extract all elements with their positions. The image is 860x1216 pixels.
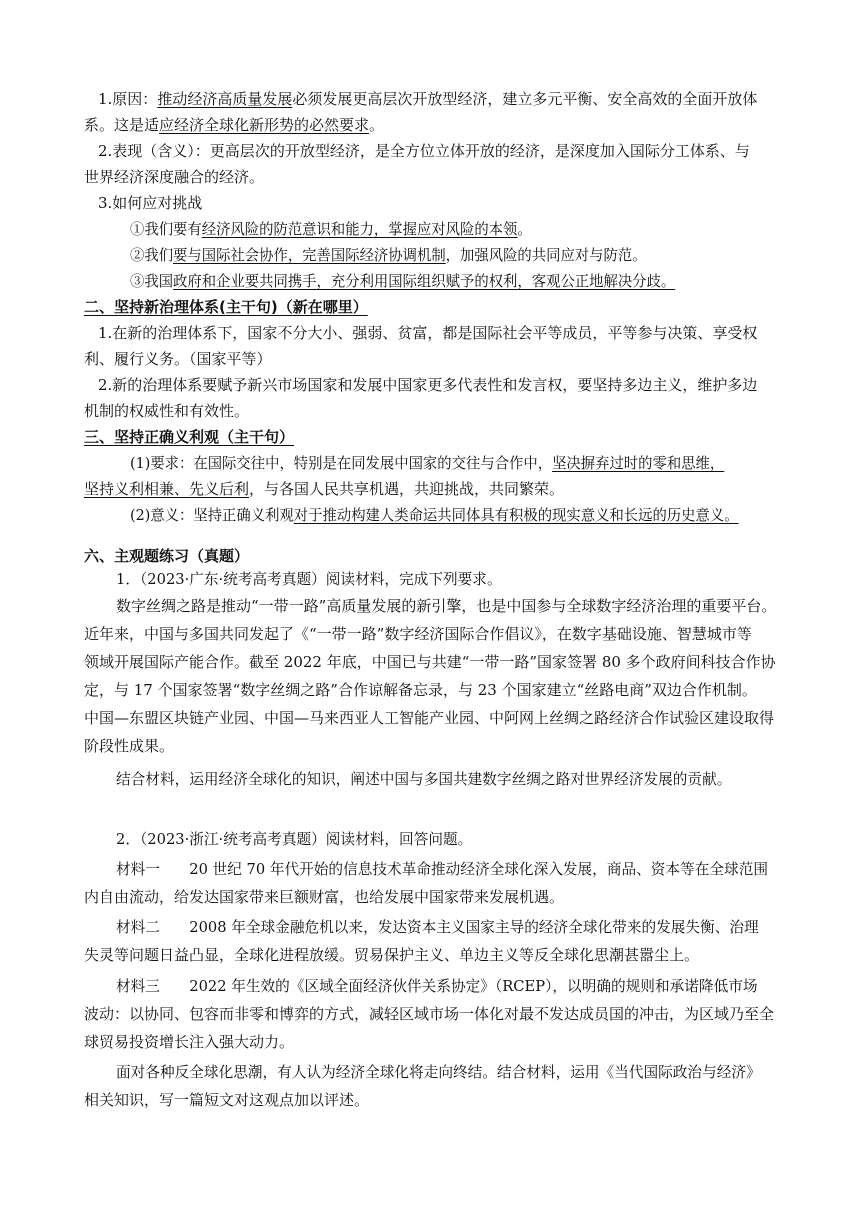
section-2-heading: 二、坚持新治理体系(主干句)（新在哪里） — [84, 298, 368, 316]
challenge-title: 3.如何应对挑战 — [98, 194, 203, 212]
meaning-line-1: 2.表现（含义）：更高层次的开放型经济，是全方位立体开放的经济，是深度加入国际分工体系、与 — [98, 142, 750, 160]
section-2-p2-line-2: 机制的权威性和有效性。 — [84, 402, 250, 420]
material-3-line-3: 球贸易投资增长注入强大动力。 — [84, 1033, 295, 1051]
cause-key-phrase-2: 应经济全球化新形势的必然要求 — [159, 116, 370, 134]
requirement-key-2: 坚持义利相兼、先义后利 — [84, 480, 250, 498]
cause-line-1 — [98, 88, 788, 110]
cause-line-2 — [84, 114, 774, 136]
challenge-item-3-prefix: ③我国 — [130, 272, 174, 290]
cause-text: 必须发展更高层次开放型经济，建立多元平衡、安全高效的全面开放体 — [292, 90, 758, 108]
section-2-p1-line-1: 1.在新的治理体系下，国家不分大小、强弱、贫富，都是国际社会平等成员，平等参与决策、享受权 — [98, 324, 758, 342]
requirement-key-1: 坚决摒弃过时的零和思维， — [552, 454, 725, 472]
question-1-material-line-1: 数字丝绸之路是推动“一带一路”高质量发展的新引擎，也是中国参与全球数字经济治理的重要平台。 — [116, 597, 777, 615]
requirement-line-1 — [130, 452, 790, 474]
question-1-material-line-4: 定，与 17 个国家签署“数字丝绸之路”合作谅解备忘录，与 23 个国家建立“丝路电商”双边合作机制。 — [84, 681, 757, 699]
significance-label: (2)意义：坚持正确义利观 — [130, 506, 294, 524]
requirement-line-2 — [84, 478, 774, 500]
question-1-material-line-2: 近年来，中国与多国共同发起了《“一带一路”数字经济国际合作倡议》，在数字基础设施、智慧城市等 — [84, 625, 752, 643]
material-1-line-1: 材料一 20 世纪 70 年代开始的信息技术革命推动经济全球化深入发展，商品、资本等在全球范围 — [116, 860, 768, 878]
challenge-item-2-key: 要与国际社会协作，完善国际经济协调机制 — [173, 246, 446, 264]
question-1-header: 1．（2023·广东·统考高考真题）阅读材料，完成下列要求。 — [116, 570, 502, 588]
challenge-item-2-prefix: ②我们 — [130, 246, 174, 264]
question-1-material-line-6: 阶段性成果。 — [84, 737, 175, 755]
requirement-text: ，与各国人民共享机遇，共迎挑战，共同繁荣。 — [249, 480, 565, 498]
challenge-item-1-key: 经济风险的防范意识和能力，掌握应对风险的本领 — [201, 220, 518, 238]
question-2-task-line-2: 相关知识，写一篇短文对这观点加以评述。 — [84, 1091, 370, 1109]
material-3-line-1: 材料三 2022 年生效的《区域全面经济伙伴关系协定》（RCEP），以明确的规则和承诺降低市场 — [116, 977, 758, 995]
cause-key-phrase: 推动经济高质量发展 — [157, 90, 293, 108]
cause-text-3: 。 — [369, 116, 385, 134]
question-2-task-line-1: 面对各种反全球化思潮，有人认为经济全球化将走向终结。结合材料，运用《当代国际政治与经济》 — [116, 1063, 761, 1081]
material-1-line-2: 内自由流动，给发达国家带来巨额财富，也给发展中国家带来发展机遇。 — [84, 888, 565, 906]
significance-key: 对于推动构建人类命运共同体具有积极的现实意义和长远的历史意义。 — [293, 506, 739, 524]
challenge-item-3-key: 政府和企业要共同携手，充分利用国际组织赋予的权利，客观公正地解决分歧。 — [173, 272, 676, 290]
section-2-p1-line-2: 利、履行义务。（国家平等） — [84, 350, 272, 368]
question-1-material-line-5: 中国—东盟区块链产业园、中国—马来西亚人工智能产业园、中阿网上丝绸之路经济合作试验区建设取得 — [84, 709, 775, 727]
question-1-material-line-3: 领域开展国际产能合作。截至 2022 年底，中国已与共建“一带一路”国家签署 80 多个政府间科技合作协 — [84, 653, 776, 671]
challenge-item-1-prefix: ①我们要有 — [130, 220, 202, 238]
material-2-line-1: 材料二 2008 年全球金融危机以来，发达资本主义国家主导的经济全球化带来的发展失衡、治理 — [116, 918, 759, 936]
material-2-line-2: 失灵等问题日益凸显，全球化进程放缓。贸易保护主义、单边主义等反全球化思潮甚嚣尘上。 — [84, 946, 700, 964]
material-3-line-2: 波动：以协同、包容而非零和博弈的方式，减轻区域市场一体化对最不发达成员国的冲击，为区域乃至全 — [84, 1005, 775, 1023]
cause-label: 1.原因： — [98, 90, 158, 108]
challenge-item-1-suffix: 。 — [517, 220, 532, 238]
requirement-label: (1)要求：在国际交往中，特别是在同发展中国家的交往与合作中， — [130, 454, 553, 472]
challenge-item-1 — [130, 218, 790, 240]
challenge-item-2 — [130, 244, 790, 266]
significance-line — [130, 504, 790, 526]
cause-text-2: 系。这是适 — [84, 116, 160, 134]
challenge-item-2-suffix: ，加强风险的共同应对与防范。 — [445, 246, 647, 264]
section-6-heading: 六、主观题练习（真题） — [84, 547, 250, 565]
section-2-p2-line-1: 2.新的治理体系要赋予新兴市场国家和发展中国家更多代表性和发言权，要坚持多边主义，维护多边 — [98, 376, 758, 394]
question-1-task: 结合材料，运用经济全球化的知识，阐述中国与多国共建数字丝绸之路对世界经济发展的贡献。 — [116, 770, 732, 788]
challenge-item-3 — [130, 270, 790, 292]
section-3-heading: 三、坚持正确义利观（主干句） — [84, 428, 295, 446]
question-2-header: 2．（2023·浙江·统考高考真题）阅读材料，回答问题。 — [116, 830, 473, 848]
meaning-line-2: 世界经济深度融合的经济。 — [84, 168, 265, 186]
